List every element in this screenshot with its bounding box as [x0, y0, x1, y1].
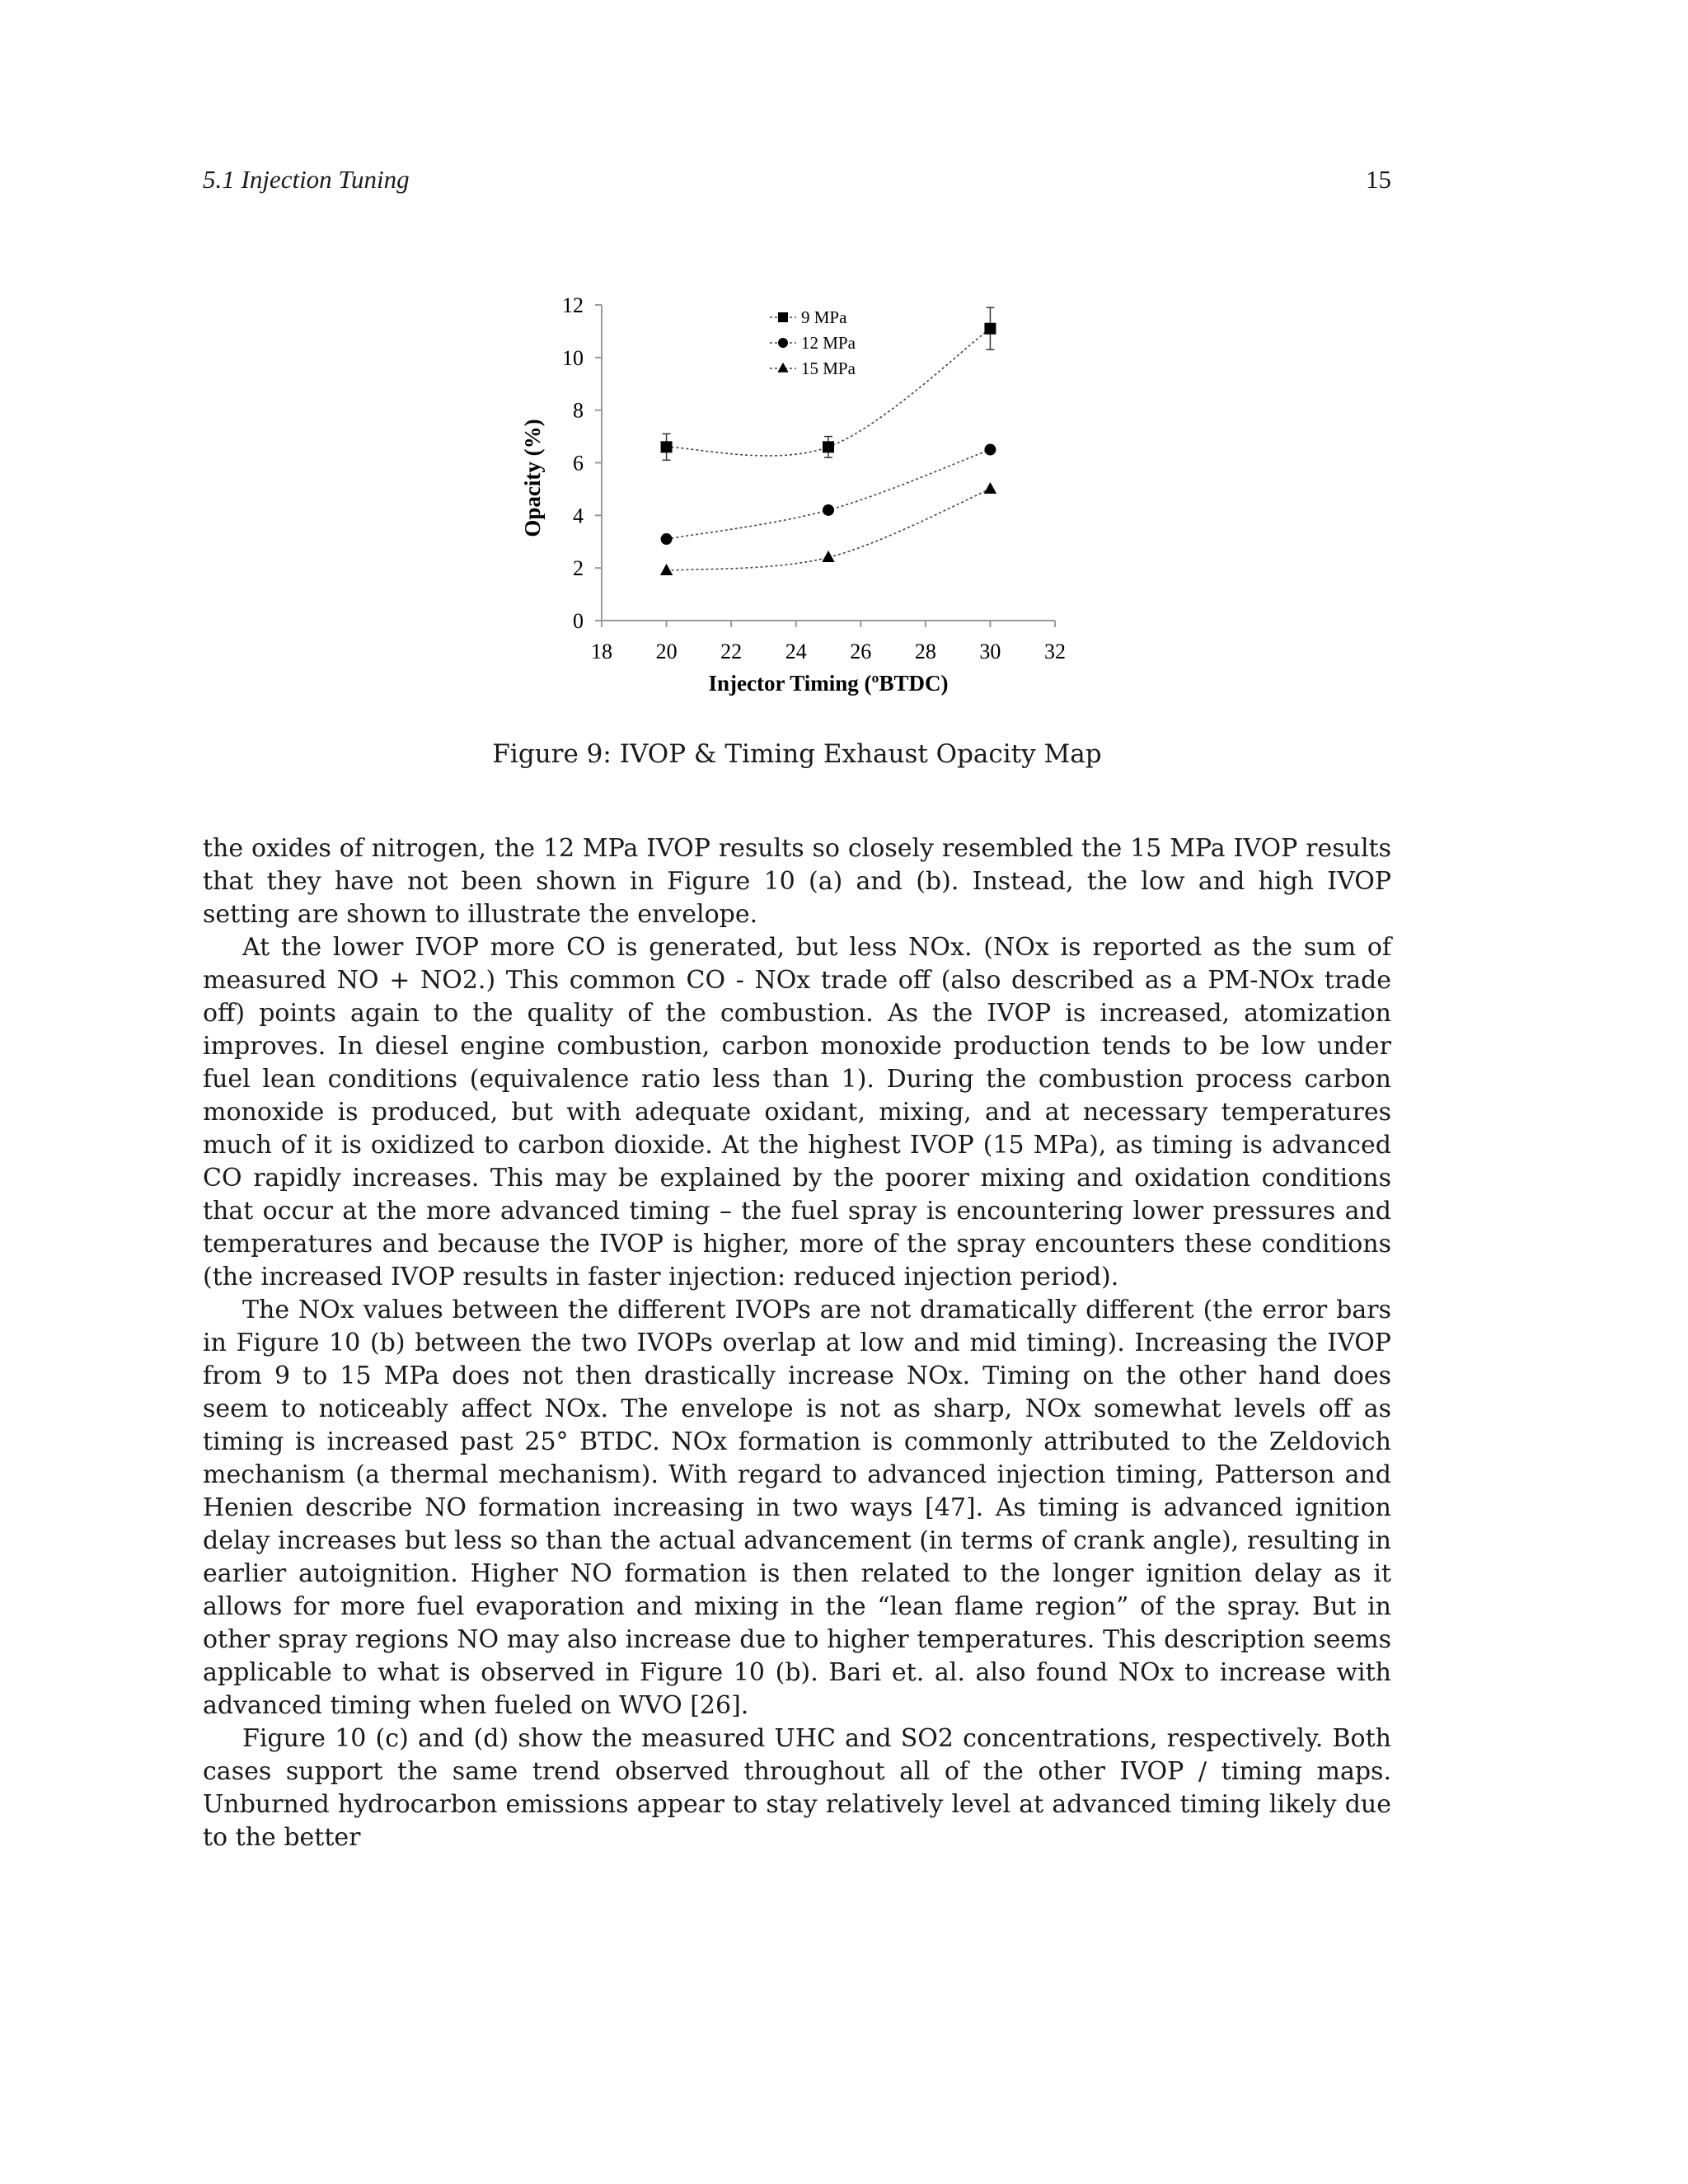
x-tick-label: 28 — [914, 640, 936, 663]
x-tick-label: 26 — [850, 640, 872, 663]
x-tick-label: 18 — [591, 640, 612, 663]
legend-marker-circle — [778, 338, 788, 348]
legend-marker-square — [778, 312, 788, 322]
chart-legend — [770, 307, 856, 378]
data-point-circle — [823, 504, 834, 516]
y-tick-label: 12 — [562, 293, 584, 317]
paragraph: the oxides of nitrogen, the 12 MPa IVOP results so closely resembled the 15 MPa IVOP results that they have not been shown in Figure 10 (a) and (b). Instead, the low and high IVOP setting are shown to illustrate the envelope. — [203, 834, 1391, 929]
paragraph: Figure 10 (c) and (d) show the measured UHC and SO2 concentrations, respectively. Both cases support the same trend observed throughout all of the other IVOP / timing maps. Unburned hydrocarbon emissions appear to stay relatively level at advanced timing likely due to the better — [203, 1724, 1391, 1852]
x-tick-label: 22 — [720, 640, 743, 663]
x-tick-label: 30 — [979, 640, 1001, 663]
page-number: 15 — [1366, 165, 1391, 194]
data-point-triangle — [660, 564, 673, 575]
y-tick-label: 0 — [573, 609, 584, 633]
body-text — [203, 832, 1391, 1854]
legend-label: 12 MPa — [801, 333, 856, 353]
legend-label: 15 MPa — [801, 359, 856, 378]
legend-label: 9 MPa — [801, 307, 847, 327]
y-tick-label: 6 — [573, 451, 584, 476]
x-tick-label: 24 — [785, 640, 807, 663]
data-point-triangle — [984, 482, 996, 494]
section-title: 5.1 Injection Tuning — [203, 165, 410, 194]
data-point-square — [661, 441, 673, 452]
running-header — [203, 165, 1391, 206]
series-line-1 — [667, 450, 991, 540]
y-tick-label: 4 — [573, 504, 584, 528]
legend-marker-triangle — [777, 363, 788, 373]
data-point-square — [984, 323, 996, 335]
data-point-circle — [984, 444, 996, 456]
x-tick-label: 20 — [655, 640, 678, 663]
y-tick-label: 2 — [573, 556, 584, 581]
data-point-circle — [661, 533, 673, 545]
x-axis-label: Injector Timing (ºBTDC) — [708, 671, 949, 696]
y-tick-label: 8 — [573, 398, 584, 423]
y-tick-label: 10 — [562, 345, 584, 370]
paragraph: At the lower IVOP more CO is generated, but less NOx. (NOx is reported as the sum of measured NO + NO2.) This common CO - NOx trade off (also described as a PM-NOx trade off) points again to the quality of the combustion. As the IVOP is increased, atomization improves. In diesel engine combustion, carbon monoxide production tends to be low under fuel lean conditions (equivalence ratio less than 1). During the combustion process carbon monoxide is produced, but with adequate oxidant, mixing, and at necessary temperatures much of it is oxidized to carbon dioxide. At the highest IVOP (15 MPa), as timing is advanced CO rapidly increases. This may be explained by the poorer mixing and oxidation conditions that occur at the more advanced timing – the fuel spray is encountering lower pressures and temperatures and because the IVOP is higher, more of the spray encounters these conditions (the increased IVOP results in faster injection: reduced injection period). — [203, 933, 1391, 1291]
x-tick-label: 32 — [1044, 640, 1066, 663]
opacity-chart — [495, 284, 1088, 713]
y-axis-label: Opacity (%) — [520, 419, 545, 537]
figure-caption: Figure 9: IVOP & Timing Exhaust Opacity Map — [492, 739, 1102, 769]
data-point-square — [823, 441, 834, 452]
paragraph: The NOx values between the different IVOPs are not dramatically different (the error bars in Figure 10 (b) between the two IVOPs overlap at low and mid timing). Increasing the IVOP from 9 to 15 MPa does not then drastically increase NOx. Timing on the other hand does seem to noticeably affect NOx. The envelope is not as sharp, NOx somewhat levels off as timing is increased past 25° BTDC. NOx formation is commonly attributed to the Zeldovich mechanism (a thermal mechanism). With regard to advanced injection timing, Patterson and Henien describe NO formation increasing in two ways [47]. As timing is advanced ignition delay increases but less so than the actual advancement (in terms of crank angle), resulting in earlier autoignition. Higher NO formation is then related to the longer ignition delay as it allows for more fuel evaporation and mixing in the “lean flame region” of the spray. But in other spray regions NO may also increase due to higher temperatures. This description seems applicable to what is observed in Figure 10 (b). Bari et. al. also found NOx to increase with advanced timing when fueled on WVO [26]. — [203, 1296, 1391, 1720]
data-point-triangle — [822, 551, 834, 562]
